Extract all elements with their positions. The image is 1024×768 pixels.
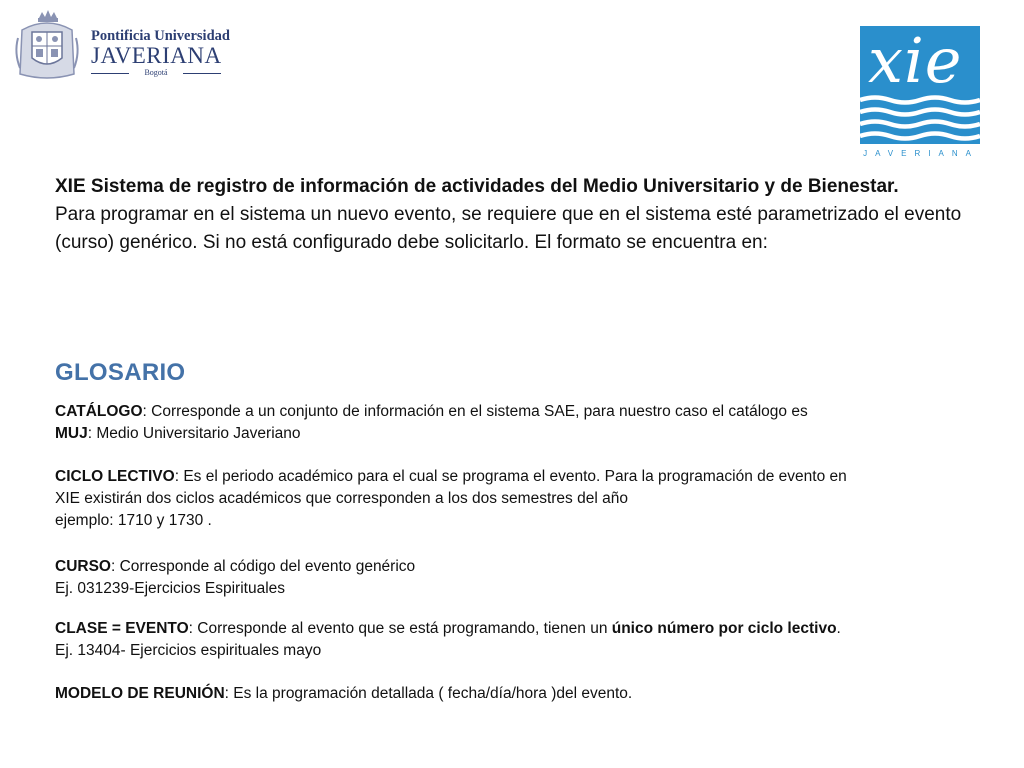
divider: [91, 73, 129, 74]
definition-muj: : Medio Universitario Javeriano: [87, 425, 301, 442]
xie-logo-subtitle: JAVERIANA: [863, 149, 979, 158]
javeriana-line1: Pontificia Universidad: [91, 28, 230, 44]
term-ciclo: CICLO LECTIVO: [55, 468, 175, 485]
example-curso: Ej. 031239-Ejercicios Espirituales: [55, 580, 286, 597]
javeriana-logo: [12, 8, 230, 84]
intro-body: Para programar en el sistema un nuevo evento, se requiere que en el sistema esté parametrizado el evento (curso) genérico. Si no está configurado debe solicitarlo. El formato se encuentra en:: [55, 204, 962, 253]
definition-clase-end: .: [836, 620, 841, 637]
javeriana-crest-icon: [12, 8, 82, 84]
divider: [183, 73, 221, 74]
definition-ciclo-line1: : Es el periodo académico para el cual se programa el evento. Para la programación de evento en: [174, 468, 847, 485]
term-muj: MUJ: [55, 425, 88, 442]
javeriana-wordmark: [91, 28, 230, 78]
xie-logo-word: xie: [868, 26, 963, 97]
definition-ciclo-line2: XIE existirán dos ciclos académicos que corresponden a los dos semestres del año: [55, 490, 628, 507]
javeriana-line2: JAVERIANA: [91, 43, 222, 68]
xie-logo: [860, 26, 982, 160]
emphasis-clase: único número por ciclo lectivo: [611, 620, 837, 637]
glossary-entry-modelo: [55, 683, 985, 705]
definition-clase: : Corresponde al evento que se está programando, tienen un: [188, 620, 612, 637]
glossary-entry-ciclo: [55, 466, 985, 532]
waves-icon: [860, 92, 980, 144]
glossary-entry-catalogo: [55, 401, 985, 445]
term-modelo: MODELO DE REUNIÓN: [55, 685, 225, 702]
definition-ciclo-line3: ejemplo: 1710 y 1730 .: [55, 512, 212, 529]
definition-catalogo: : Corresponde a un conjunto de información en el sistema SAE, para nuestro caso el catálogo es: [142, 403, 808, 420]
javeriana-city: Bogotá: [144, 68, 168, 77]
glossary-title: GLOSARIO: [55, 359, 186, 386]
intro-title: XIE Sistema de registro de información de actividades del Medio Universitario y de Bienestar.: [55, 176, 899, 197]
javeriana-line3: [91, 68, 221, 78]
term-catalogo: CATÁLOGO: [55, 403, 143, 420]
example-clase: Ej. 13404- Ejercicios espirituales mayo: [55, 642, 322, 659]
term-curso: CURSO: [55, 558, 111, 575]
glossary-entry-curso: [55, 556, 985, 600]
intro-paragraph: [55, 173, 985, 257]
term-clase: CLASE = EVENTO: [55, 620, 189, 637]
xie-logo-box: [860, 26, 980, 144]
definition-modelo: : Es la programación detallada ( fecha/día/hora )del evento.: [224, 685, 633, 702]
glossary-entry-clase: [55, 618, 985, 662]
definition-curso: : Corresponde al código del evento genérico: [110, 558, 416, 575]
